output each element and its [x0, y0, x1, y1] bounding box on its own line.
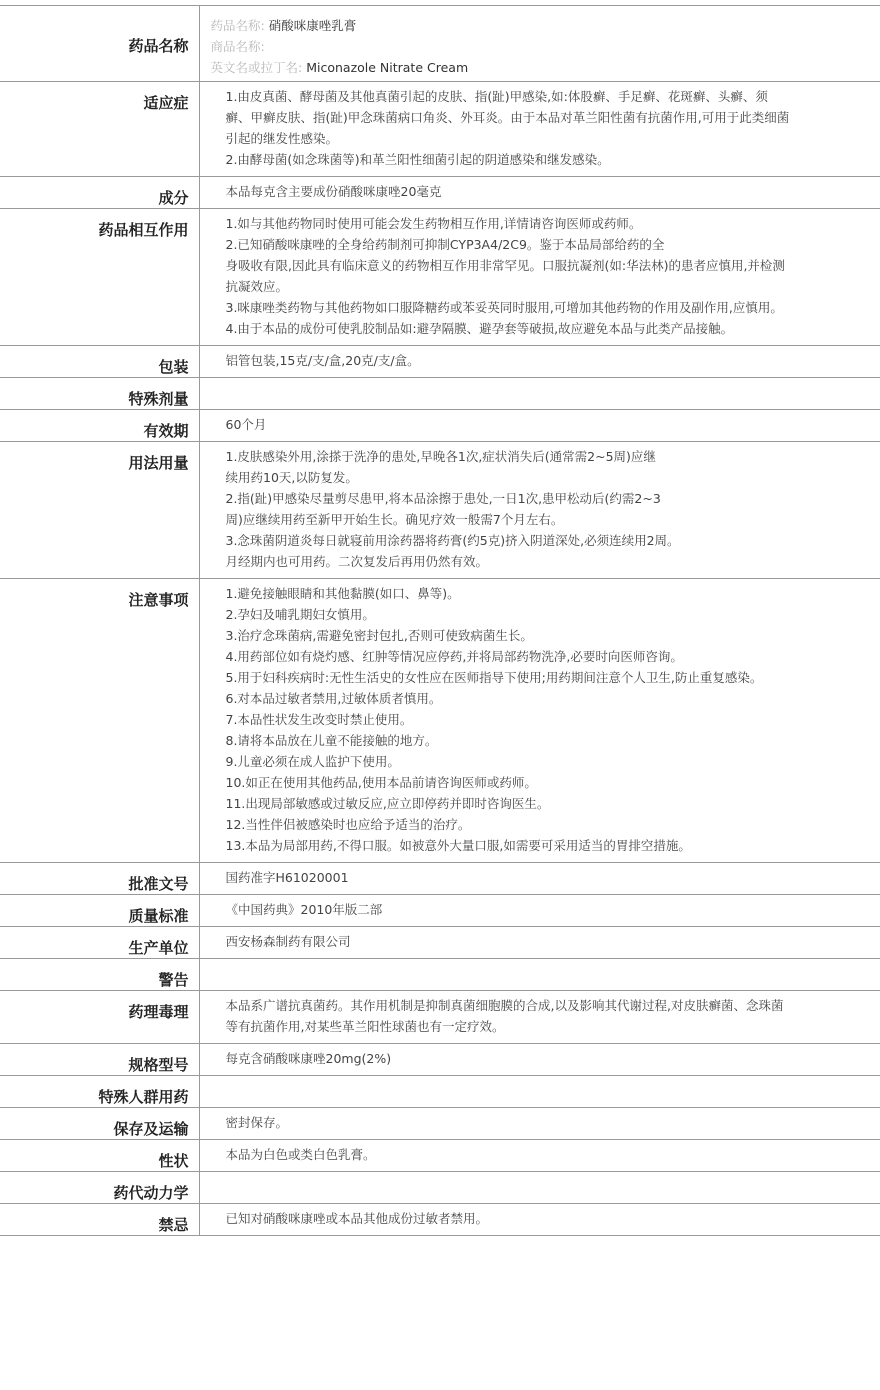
row-standard [0, 895, 880, 927]
row-label: 成分 [0, 177, 199, 209]
trade-name-line [211, 36, 791, 57]
row-pharmacology [0, 991, 880, 1044]
row-value [199, 6, 880, 82]
value-line: 3.治疗念珠菌病,需避免密封包扎,否则可使致病菌生长。 [225, 628, 533, 643]
value-line: 8.请将本品放在儿童不能接触的地方。 [225, 733, 438, 748]
row-label: 禁忌 [0, 1204, 199, 1236]
row-warning [0, 959, 880, 991]
row-value [199, 378, 880, 410]
row-value [199, 1044, 880, 1076]
row-composition [0, 177, 880, 209]
value-line: 国药准字H61020001 [225, 870, 349, 885]
value-line: 12.当性伴侣被感染时也应给予适当的治疗。 [225, 817, 471, 832]
row-special_population [0, 1076, 880, 1108]
row-interactions [0, 209, 880, 346]
value-line: 9.儿童必须在成人监护下使用。 [225, 754, 400, 769]
row-label: 药品相互作用 [0, 209, 199, 346]
row-value [199, 209, 880, 346]
value-line: 周)应继续用药至新甲开始生长。确见疗效一般需7个月左右。 [225, 512, 564, 527]
row-value [199, 177, 880, 209]
generic-name-value: 硝酸咪康唑乳膏 [268, 18, 357, 33]
row-pharmacokinetics [0, 1172, 880, 1204]
english-name-value: Miconazole Nitrate Cream [306, 60, 469, 75]
value-line: 月经期内也可用药。二次复发后再用仍然有效。 [225, 554, 489, 569]
row-package [0, 346, 880, 378]
value-line: 13.本品为局部用药,不得口服。如被意外大量口服,如需要可采用适当的胃排空措施。 [225, 838, 691, 853]
row-product-name [0, 6, 880, 82]
row-label: 特殊人群用药 [0, 1076, 199, 1108]
value-line: 本品为白色或类白色乳膏。 [225, 1147, 376, 1162]
row-value [199, 410, 880, 442]
value-line: 2.由酵母菌(如念珠菌等)和革兰阳性细菌引起的阴道感染和继发感染。 [225, 152, 610, 167]
row-value [199, 1076, 880, 1108]
value-line: 4.由于本品的成份可使乳胶制品如:避孕隔膜、避孕套等破损,故应避免本品与此类产品接触。 [225, 321, 734, 336]
row-label: 适应症 [0, 82, 199, 177]
value-line: 2.指(趾)甲感染尽量剪尽患甲,将本品涂擦于患处,一日1次,患甲松动后(约需2~3 [225, 491, 661, 506]
row-value [199, 1140, 880, 1172]
value-line: 3.咪康唑类药物与其他药物如口服降糖药或苯妥英同时服用,可增加其他药物的作用及副作用,应慎用。 [225, 300, 783, 315]
drug-info-table [0, 5, 880, 1236]
row-label: 生产单位 [0, 927, 199, 959]
row-label: 警告 [0, 959, 199, 991]
row-value [199, 82, 880, 177]
value-line: 1.皮肤感染外用,涂搽于洗净的患处,早晚各1次,症状消失后(通常需2~5周)应继 [225, 449, 656, 464]
row-value [199, 895, 880, 927]
value-line: 2.孕妇及哺乳期妇女慎用。 [225, 607, 375, 622]
row-indications [0, 82, 880, 177]
row-value [199, 959, 880, 991]
row-label: 质量标准 [0, 895, 199, 927]
row-label: 注意事项 [0, 579, 199, 863]
row-contraindications [0, 1204, 880, 1236]
row-manufacturer [0, 927, 880, 959]
value-line: 已知对硝酸咪康唑或本品其他成份过敏者禁用。 [225, 1211, 489, 1226]
value-line: 5.用于妇科疾病时:无性生活史的女性应在医师指导下使用;用药期间注意个人卫生,防止重复感染。 [225, 670, 763, 685]
value-line: 11.出现局部敏感或过敏反应,应立即停药并即时咨询医生。 [225, 796, 550, 811]
row-value [199, 1108, 880, 1140]
row-precautions [0, 579, 880, 863]
generic-name-key: 药品名称: [210, 18, 265, 33]
row-appearance [0, 1140, 880, 1172]
row-value [199, 1172, 880, 1204]
value-line: 续用药10天,以防复发。 [225, 470, 358, 485]
row-label: 药理毒理 [0, 991, 199, 1044]
row-label: 特殊剂量 [0, 378, 199, 410]
row-label: 保存及运输 [0, 1108, 199, 1140]
row-value [199, 991, 880, 1044]
trade-name-key: 商品名称: [210, 39, 265, 54]
row-storage [0, 1108, 880, 1140]
row-value [199, 442, 880, 579]
value-line: 7.本品性状发生改变时禁止使用。 [225, 712, 413, 727]
row-value [199, 863, 880, 895]
row-value [199, 346, 880, 378]
drug-info-body [0, 6, 880, 1236]
value-line: 3.念珠菌阴道炎每日就寝前用涂药器将药膏(约5克)挤入阴道深处,必须连续用2周。 [225, 533, 680, 548]
row-validity [0, 410, 880, 442]
row-label: 有效期 [0, 410, 199, 442]
row-usage [0, 442, 880, 579]
row-value [199, 927, 880, 959]
english-name-line [211, 57, 791, 78]
generic-name-line [211, 15, 791, 36]
row-label: 药代动力学 [0, 1172, 199, 1204]
value-line: 6.对本品过敏者禁用,过敏体质者慎用。 [225, 691, 442, 706]
value-line: 身吸收有限,因此具有临床意义的药物相互作用非常罕见。口服抗凝剂(如:华法林)的患者应慎用,并检测抗凝效应。 [225, 258, 785, 294]
row-label: 性状 [0, 1140, 199, 1172]
value-line: 4.用药部位如有烧灼感、红肿等情况应停药,并将局部药物洗净,必要时向医师咨询。 [225, 649, 683, 664]
value-line: 60个月 [225, 417, 267, 432]
value-line: 西安杨森制药有限公司 [225, 934, 351, 949]
value-line: 本品系广谱抗真菌药。其作用机制是抑制真菌细胞膜的合成,以及影响其代谢过程,对皮肤癣菌、念珠菌等有抗菌作用,对某些革兰阳性球菌也有一定疗效。 [225, 998, 784, 1034]
value-line: 密封保存。 [225, 1115, 289, 1130]
row-label: 包装 [0, 346, 199, 378]
row-label: 用法用量 [0, 442, 199, 579]
row-approval [0, 863, 880, 895]
value-line: 2.已知硝酸咪康唑的全身给药制剂可抑制CYP3A4/2C9。鉴于本品局部给药的全 [225, 237, 665, 252]
row-special_dose [0, 378, 880, 410]
value-line: 每克含硝酸咪康唑20mg(2%) [225, 1051, 392, 1066]
row-label: 批准文号 [0, 863, 199, 895]
row-label: 规格型号 [0, 1044, 199, 1076]
value-line: 铝管包装,15克/支/盒,20克/支/盒。 [225, 353, 420, 368]
row-value [199, 1204, 880, 1236]
value-line: 10.如正在使用其他药品,使用本品前请咨询医师或药师。 [225, 775, 537, 790]
value-line: 《中国药典》2010年版二部 [225, 902, 383, 917]
value-line: 本品每克含主要成份硝酸咪康唑20毫克 [225, 184, 442, 199]
english-name-key: 英文名或拉丁名: [210, 60, 303, 75]
row-label: 药品名称 [0, 6, 199, 82]
value-line: 1.如与其他药物同时使用可能会发生药物相互作用,详情请咨询医师或药师。 [225, 216, 642, 231]
row-value [199, 579, 880, 863]
value-line: 1.由皮真菌、酵母菌及其他真菌引起的皮肤、指(趾)甲感染,如:体股癣、手足癣、花斑癣、头癣、须癣、甲癣皮肤、指(趾)甲念珠菌病口角炎、外耳炎。由于本品对革兰阳性菌有抗菌作用,可用于此类细菌引起的继发性感染。 [225, 89, 790, 146]
value-line: 1.避免接触眼睛和其他黏膜(如口、鼻等)。 [225, 586, 460, 601]
row-spec [0, 1044, 880, 1076]
